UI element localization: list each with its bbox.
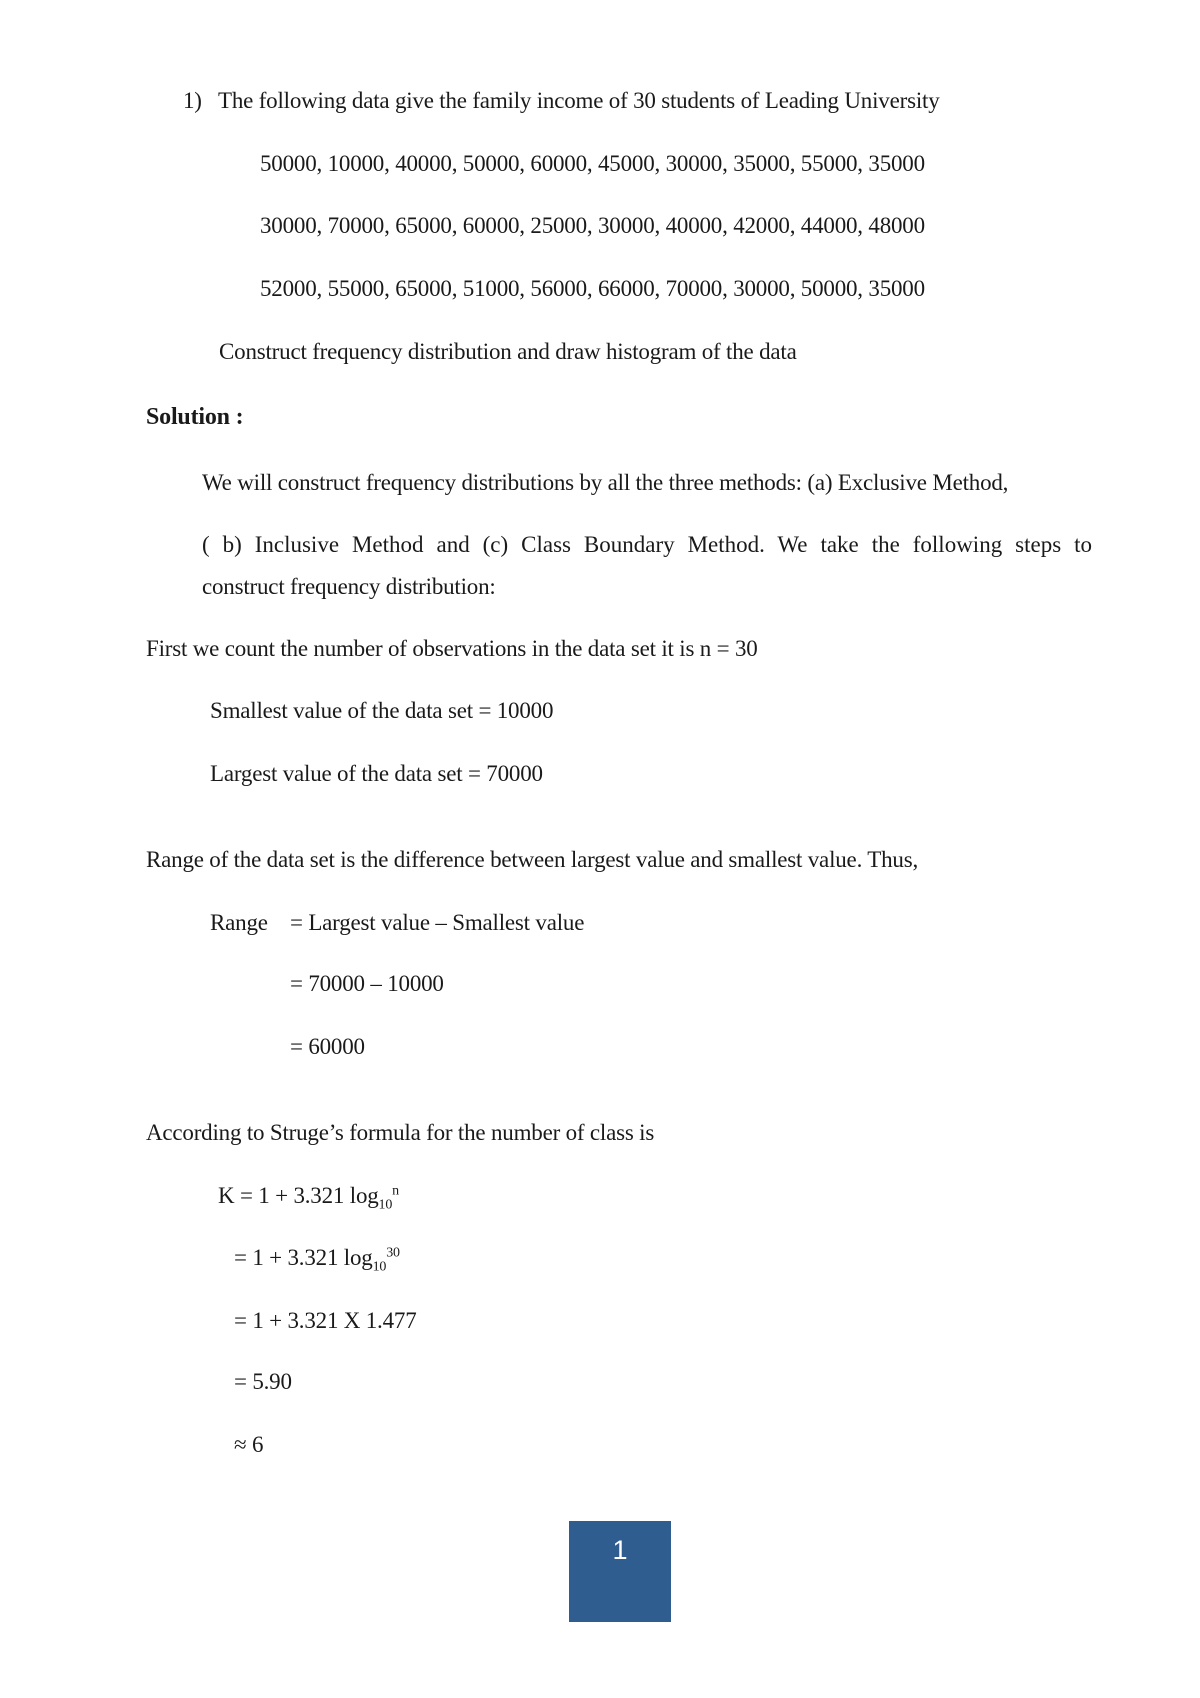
largest-value: Largest value of the data set = 70000	[210, 761, 543, 786]
range-result: = 60000	[290, 1034, 365, 1059]
range-step: = 70000 – 10000	[290, 971, 444, 996]
range-formula: = Largest value – Smallest value	[290, 910, 585, 935]
question-task: Construct frequency distribution and draw histogram of the data	[219, 339, 797, 364]
data-row: 50000, 10000, 40000, 50000, 60000, 45000, 30000, 35000, 55000, 35000	[260, 151, 925, 176]
k-step-text: = 1 + 3.321 log	[234, 1245, 373, 1270]
observation-count: First we count the number of observations in the data set it is n = 30	[146, 636, 758, 661]
log-base: 10	[372, 1259, 387, 1275]
page-number: 1	[612, 1535, 628, 1565]
k-formula-text: K = 1 + 3.321 log	[218, 1183, 379, 1208]
k-step	[234, 1243, 400, 1273]
log-argument: 30	[386, 1245, 400, 1261]
range-intro: Range of the data set is the difference between largest value and smallest value. Thus,	[146, 847, 919, 872]
page-number-badge	[569, 1521, 671, 1622]
k-formula	[218, 1181, 399, 1211]
methods-line: ( b) Inclusive Method and (c) Class Boundary Method. We take the following steps to	[202, 532, 1092, 557]
sturges-intro: According to Struge’s formula for the number of class is	[146, 1120, 655, 1145]
data-row: 52000, 55000, 65000, 51000, 56000, 66000, 70000, 30000, 50000, 35000	[260, 276, 925, 301]
question-intro: The following data give the family income of 30 students of Leading University	[218, 88, 940, 113]
log-argument: n	[392, 1183, 399, 1199]
methods-line: construct frequency distribution:	[202, 574, 496, 599]
k-step: = 1 + 3.321 X 1.477	[234, 1308, 417, 1333]
log-base: 10	[378, 1197, 393, 1213]
question-number: 1)	[183, 88, 202, 113]
k-step: = 5.90	[234, 1369, 292, 1394]
methods-line: We will construct frequency distributions by all the three methods: (a) Exclusive Method,	[202, 470, 1009, 495]
smallest-value: Smallest value of the data set = 10000	[210, 698, 554, 723]
k-result: ≈ 6	[234, 1432, 264, 1457]
range-label: Range	[210, 910, 268, 935]
solution-heading: Solution :	[146, 404, 244, 430]
data-row: 30000, 70000, 65000, 60000, 25000, 30000, 40000, 42000, 44000, 48000	[260, 213, 925, 238]
